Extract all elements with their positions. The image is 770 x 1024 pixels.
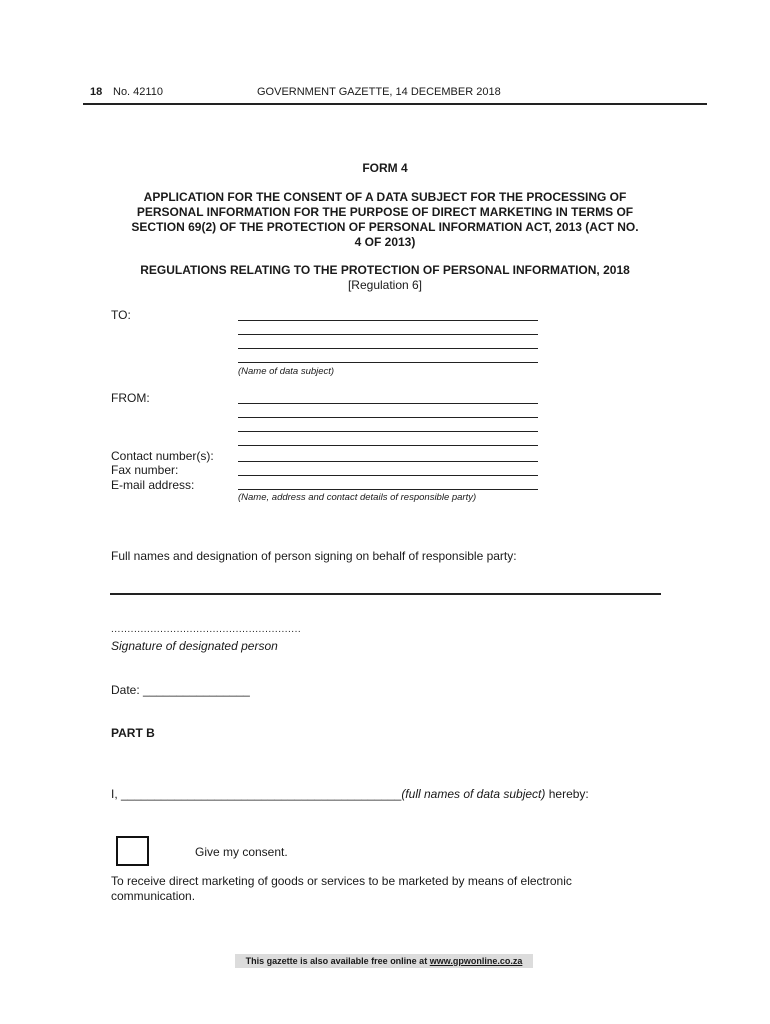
issue-number: No. 42110: [113, 86, 163, 98]
statement-suffix: hereby:: [545, 787, 589, 801]
footer-text: This gazette is also available free online at: [245, 956, 430, 966]
marketing-text-line-1: To receive direct marketing of goods or services to be marketed by means of electronic: [111, 874, 572, 888]
to-line-4[interactable]: [238, 362, 538, 363]
from-label: FROM:: [111, 391, 150, 405]
from-line-2[interactable]: [238, 417, 538, 418]
form-heading-line: APPLICATION FOR THE CONSENT OF A DATA SUBJECT FOR THE PROCESSING OF: [143, 190, 627, 204]
signature-dots[interactable]: ..........................................................: [111, 624, 302, 635]
form-heading: [100, 190, 670, 250]
footer-link[interactable]: www.gpwonline.co.za: [429, 956, 523, 966]
contact-number-label: Contact number(s):: [111, 449, 214, 463]
to-line-3[interactable]: [238, 348, 538, 349]
to-line-1[interactable]: [238, 320, 538, 321]
contact-number-line[interactable]: [238, 461, 538, 462]
data-subject-name-field[interactable]: I, __________________________________________: [111, 787, 402, 801]
regulations-title: REGULATIONS RELATING TO THE PROTECTION OF PERSONAL INFORMATION, 2018: [140, 263, 630, 277]
form-title: FORM 4: [362, 161, 408, 175]
marketing-text-line-2: communication.: [111, 889, 196, 903]
from-line-4[interactable]: [238, 445, 538, 446]
from-line-1[interactable]: [238, 403, 538, 404]
from-note: (Name, address and contact details of responsible party): [238, 492, 477, 503]
email-address-line[interactable]: [238, 489, 538, 490]
from-line-3[interactable]: [238, 431, 538, 432]
page-number: 18: [90, 86, 103, 98]
gazette-title: GOVERNMENT GAZETTE, 14 DECEMBER 2018: [257, 86, 501, 98]
header-rule: [83, 103, 707, 105]
date-field[interactable]: Date: ________________: [111, 683, 250, 697]
fax-number-label: Fax number:: [111, 463, 179, 477]
form-heading-line: 4 OF 2013): [354, 235, 416, 249]
consent-checkbox[interactable]: [116, 836, 149, 866]
email-address-label: E-mail address:: [111, 478, 195, 492]
fax-number-line[interactable]: [238, 475, 538, 476]
footer-banner: [235, 954, 533, 968]
form-heading-line: SECTION 69(2) OF THE PROTECTION OF PERSONAL INFORMATION ACT, 2013 (ACT NO.: [131, 220, 639, 234]
signing-prompt: Full names and designation of person signing on behalf of responsible party:: [111, 549, 517, 563]
signature-label: Signature of designated person: [111, 639, 278, 653]
data-subject-note: (full names of data subject): [401, 787, 546, 801]
form-heading-line: PERSONAL INFORMATION FOR THE PURPOSE OF DIRECT MARKETING IN TERMS OF: [136, 205, 634, 219]
consent-label: Give my consent.: [195, 845, 288, 859]
to-line-2[interactable]: [238, 334, 538, 335]
signing-name-line[interactable]: [110, 593, 661, 595]
part-b-title: PART B: [111, 726, 155, 740]
regulation-ref: [Regulation 6]: [347, 278, 423, 292]
to-note: (Name of data subject): [238, 366, 335, 377]
to-label: TO:: [111, 308, 131, 322]
data-subject-statement: [111, 787, 589, 801]
